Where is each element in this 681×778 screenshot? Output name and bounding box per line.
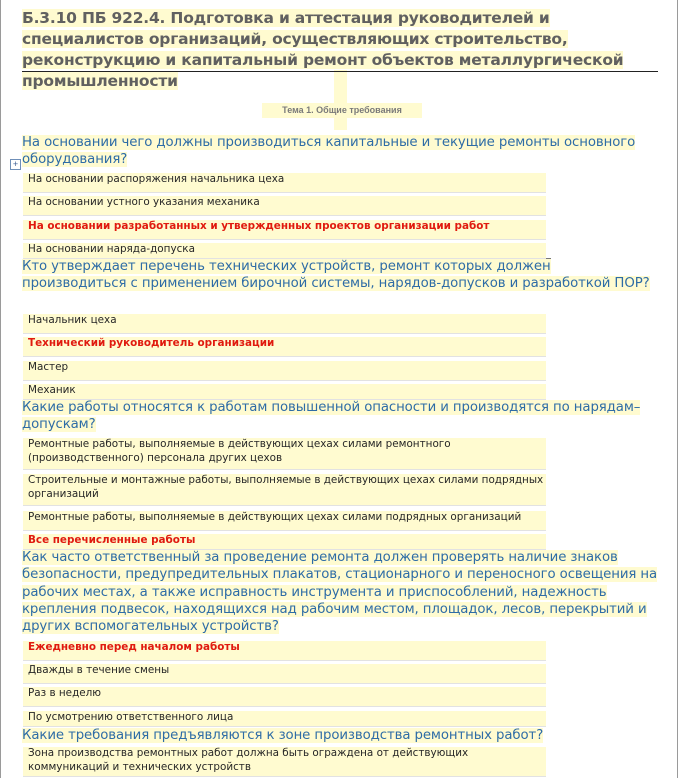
document-title [22, 8, 652, 92]
question-3 [22, 399, 658, 434]
question-2-text: Кто утверждает перечень технических устройств, ремонт которых должен производиться с применением бирочной системы, нарядов-допусков и разработкой ПОР? [22, 259, 650, 292]
answer-3-4-correct: Все перечисленные работы [23, 534, 546, 550]
answer-3-1: Ремонтные работы, выполняемые в действующих цехах силами ремонтного (производственного) персонала других цехов [23, 438, 546, 470]
page-edge-left [0, 0, 1, 778]
document-title-text: Б.3.10 ПБ 922.4. Подготовка и аттестация руководителей и специалистов организаций, осуществляющих строительство, реконструкцию и капитальный ремонт объектов металлургической промышленности [22, 9, 624, 90]
answer-1-3-correct: На основании разработанных и утвержденных проектов организации работ [23, 220, 546, 240]
question-2 [22, 258, 658, 293]
page-edge-right [677, 0, 678, 778]
answer-4-1-correct: Ежедневно перед началом работы [23, 641, 546, 661]
answer-3-3: Ремонтные работы, выполняемые в действующих цехах силами подрядных организаций [23, 511, 546, 531]
question-5 [22, 727, 658, 744]
answer-4-3: Раз в неделю [23, 687, 546, 707]
answer-1-1: На основании распоряжения начальника цеха [23, 173, 546, 193]
answer-2-3: Мастер [23, 361, 546, 381]
answer-4-4: По усмотрению ответственного лица [23, 711, 546, 727]
answer-1-4: На основании наряда-допуска [23, 243, 546, 259]
answer-2-2-correct: Технический руководитель организации [23, 337, 546, 357]
answer-5-1: Зона производства ремонтных работ должна быть ограждена от действующих коммуникаций и технических устройств [23, 747, 546, 777]
question-3-text: Какие работы относятся к работам повышенной опасности и производятся по нарядам–допускам? [22, 400, 641, 433]
question-5-text: Какие требования предъявляются к зоне производства ремонтных работ? [22, 728, 544, 743]
answer-2-4: Механик [23, 384, 546, 400]
answer-2-1: Начальник цеха [23, 314, 546, 334]
answer-1-2: На основании устного указания механика [23, 196, 546, 216]
question-1-text: На основании чего должны производиться капитальные и текущие ремонты основного оборудования? [22, 135, 636, 168]
question-4-text: Как часто ответственный за проведение ремонта должен проверять наличие знаков безопасности, предупредительных плакатов, стационарного и переносного освещения на рабочих местах, а также исправность инструмента и приспособлений, надежность крепления подвесок, находящихся над рабочим местом, площадок, лесов, перекрытий и других вспомогательных устройств? [22, 550, 658, 635]
answer-3-2: Строительные и монтажные работы, выполняемые в действующих цехах силами подрядных организаций [23, 474, 546, 506]
answer-4-2: Дважды в течение смены [23, 664, 546, 684]
question-4 [22, 549, 658, 635]
move-icon[interactable]: + [10, 159, 21, 170]
title-underline [22, 71, 658, 72]
topic-heading: Тема 1. Общие требования [262, 103, 422, 118]
question-1 [22, 134, 658, 169]
